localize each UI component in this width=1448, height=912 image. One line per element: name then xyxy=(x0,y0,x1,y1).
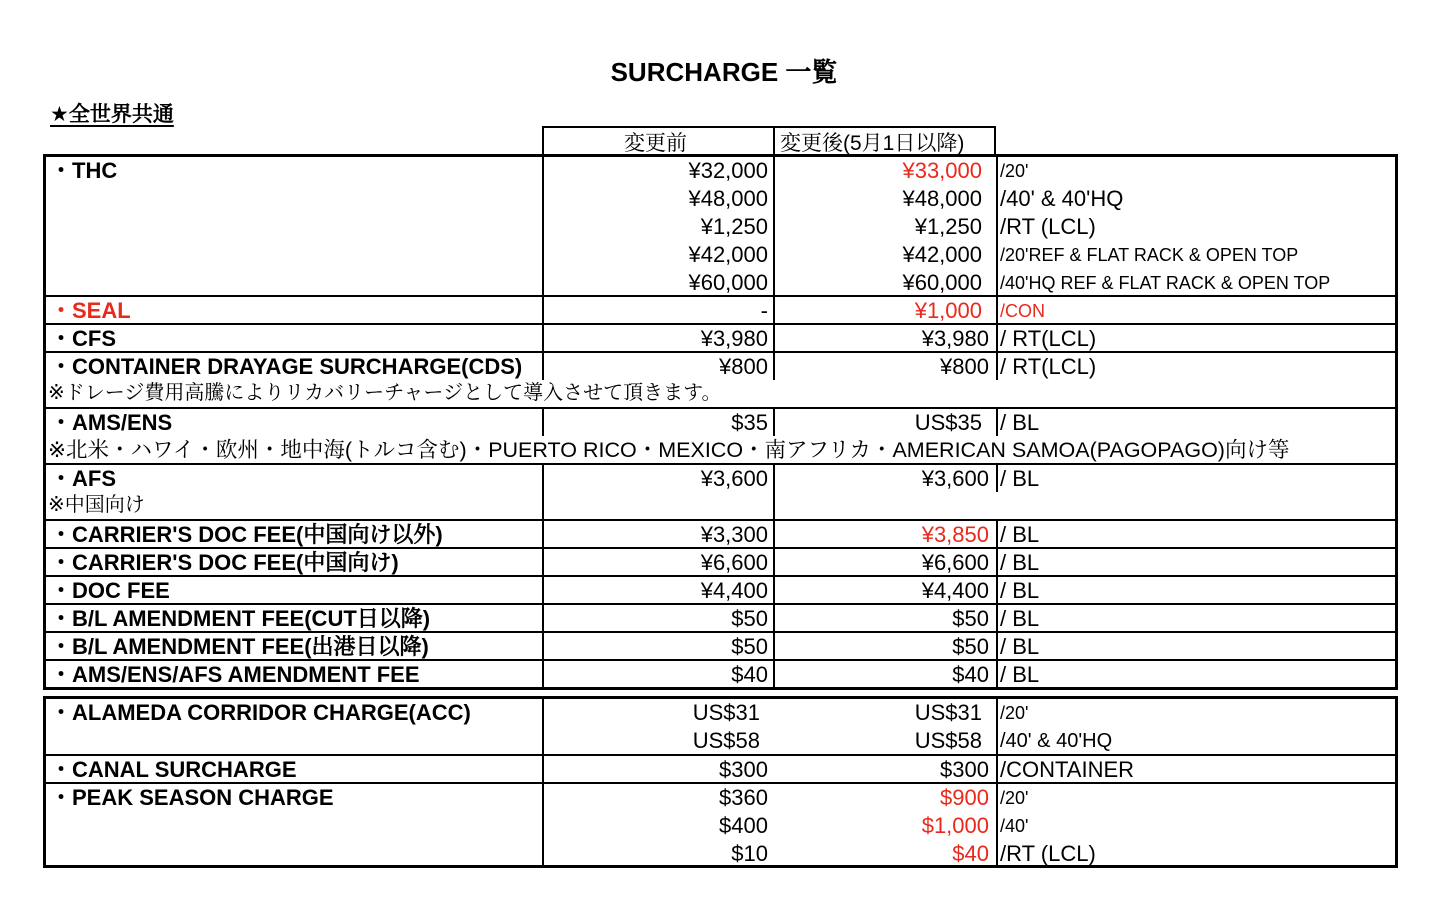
peak-after-40: $1,000 xyxy=(921,813,989,838)
bl-amend-departure-after: $50 xyxy=(952,634,989,659)
thc-after-rt: ¥1,250 xyxy=(914,214,982,239)
peak-unit-rt: /RT (LCL) xyxy=(1000,841,1096,866)
peak-unit-20: /20' xyxy=(1000,788,1029,808)
thc-after-40: ¥48,000 xyxy=(902,186,982,211)
bl-amend-departure-before: $50 xyxy=(731,634,768,659)
thc-before-20ref: ¥42,000 xyxy=(688,242,768,267)
acc-before-40: US$58 xyxy=(692,728,760,753)
cfs-after: ¥3,980 xyxy=(921,326,989,351)
cds-after: ¥800 xyxy=(940,354,989,379)
canal-before: $300 xyxy=(719,757,768,782)
label-peak-season: ・PEAK SEASON CHARGE xyxy=(50,785,334,810)
label-canal-surcharge: ・CANAL SURCHARGE xyxy=(50,757,297,782)
label-carriers-doc-fee-other: ・CARRIER'S DOC FEE(中国向け以外) xyxy=(50,522,443,547)
ams-ens-before: $35 xyxy=(731,410,768,435)
acc-unit-40: /40' & 40'HQ xyxy=(1000,730,1113,752)
label-seal: ・SEAL xyxy=(50,298,131,323)
ams-ens-after: US$35 xyxy=(914,410,982,435)
seal-unit: /CON xyxy=(1000,301,1045,321)
thc-before-rt: ¥1,250 xyxy=(700,214,768,239)
thc-unit-40ref: /40'HQ REF & FLAT RACK & OPEN TOP xyxy=(1000,273,1331,293)
peak-before-40: $400 xyxy=(719,813,768,838)
afs-after: ¥3,600 xyxy=(921,466,989,491)
carriers-doc-china-before: ¥6,600 xyxy=(700,550,768,575)
acc-after-20: US$31 xyxy=(914,700,982,725)
label-ams-ens: ・AMS/ENS xyxy=(50,410,173,435)
carriers-doc-china-after: ¥6,600 xyxy=(921,550,989,575)
thc-unit-40: /40' & 40'HQ xyxy=(1000,186,1124,211)
label-cfs: ・CFS xyxy=(50,326,117,351)
acc-before-20: US$31 xyxy=(692,700,760,725)
afs-unit: / BL xyxy=(1000,466,1040,491)
cfs-unit: / RT(LCL) xyxy=(1000,326,1097,351)
ams-ens-note: ※北米・ハワイ・欧州・地中海(トルコ含む)・PUERTO RICO・MEXICO・南アフリカ・AMERICAN SAMOA(PAGOPAGO)向け等 xyxy=(48,438,1290,462)
peak-unit-40: /40' xyxy=(1000,816,1029,836)
peak-before-20: $360 xyxy=(719,785,768,810)
bl-amend-cut-before: $50 xyxy=(731,606,768,631)
seal-before: - xyxy=(760,298,768,323)
label-afs: ・AFS xyxy=(50,466,117,491)
thc-after-40ref: ¥60,000 xyxy=(902,270,982,295)
bl-amend-cut-unit: / BL xyxy=(1000,606,1040,631)
bl-amend-cut-after: $50 xyxy=(952,606,989,631)
label-bl-amend-cut: ・B/L AMENDMENT FEE(CUT日以降) xyxy=(50,606,431,631)
thc-before-20: ¥32,000 xyxy=(688,158,768,183)
label-thc: ・THC xyxy=(50,158,118,183)
thc-before-40ref: ¥60,000 xyxy=(688,270,768,295)
seal-after: ¥1,000 xyxy=(914,298,982,323)
canal-unit: /CONTAINER xyxy=(1000,757,1135,782)
thc-before-40: ¥48,000 xyxy=(688,186,768,211)
ams-ens-unit: / BL xyxy=(1000,410,1040,435)
label-doc-fee: ・DOC FEE xyxy=(50,578,170,603)
label-carriers-doc-fee-china: ・CARRIER'S DOC FEE(中国向け) xyxy=(50,550,399,575)
ams-ens-afs-amend-unit: / BL xyxy=(1000,662,1040,687)
afs-note: ※中国向け xyxy=(48,494,145,516)
page-title: SURCHARGE 一覧 xyxy=(610,57,838,87)
peak-before-rt: $10 xyxy=(731,841,768,866)
cds-before: ¥800 xyxy=(719,354,768,379)
thc-after-20: ¥33,000 xyxy=(902,158,982,183)
ams-ens-afs-amend-after: $40 xyxy=(952,662,989,687)
label-cds: ・CONTAINER DRAYAGE SURCHARGE(CDS) xyxy=(50,354,523,379)
label-ams-ens-afs-amend: ・AMS/ENS/AFS AMENDMENT FEE xyxy=(50,662,420,687)
cds-unit: / RT(LCL) xyxy=(1000,354,1097,379)
thc-unit-20ref: /20'REF & FLAT RACK & OPEN TOP xyxy=(1000,245,1299,265)
bl-amend-departure-unit: / BL xyxy=(1000,634,1040,659)
canal-after: $300 xyxy=(940,757,989,782)
section-title: ★全世界共通 xyxy=(50,103,174,126)
cfs-before: ¥3,980 xyxy=(700,326,768,351)
peak-after-rt: $40 xyxy=(952,841,989,866)
doc-fee-before: ¥4,400 xyxy=(700,578,768,603)
afs-before: ¥3,600 xyxy=(700,466,768,491)
carriers-doc-other-after: ¥3,850 xyxy=(921,522,989,547)
thc-unit-20: /20' xyxy=(1000,161,1029,181)
peak-after-20: $900 xyxy=(940,785,989,810)
header-after: 変更後(5月1日以降) xyxy=(780,132,965,155)
thc-after-20ref: ¥42,000 xyxy=(902,242,982,267)
carriers-doc-other-before: ¥3,300 xyxy=(700,522,768,547)
acc-unit-20: /20' xyxy=(1000,703,1029,723)
doc-fee-after: ¥4,400 xyxy=(921,578,989,603)
header-before: 変更前 xyxy=(624,132,687,155)
label-bl-amend-departure: ・B/L AMENDMENT FEE(出港日以降) xyxy=(50,634,429,659)
acc-after-40: US$58 xyxy=(914,728,982,753)
label-acc: ・ALAMEDA CORRIDOR CHARGE(ACC) xyxy=(50,700,471,725)
doc-fee-unit: / BL xyxy=(1000,578,1040,603)
carriers-doc-other-unit: / BL xyxy=(1000,522,1040,547)
cds-note: ※ドレージ費用高騰によりリカバリーチャージとして導入させて頂きます。 xyxy=(48,382,722,404)
ams-ens-afs-amend-before: $40 xyxy=(731,662,768,687)
thc-unit-rt: /RT (LCL) xyxy=(1000,214,1096,239)
carriers-doc-china-unit: / BL xyxy=(1000,550,1040,575)
